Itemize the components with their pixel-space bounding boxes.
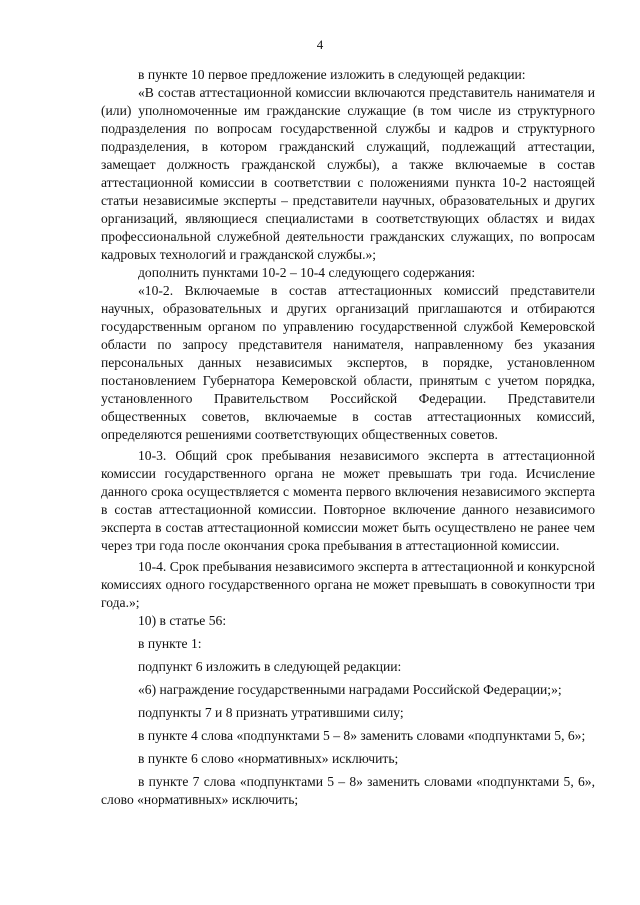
page-number: 4: [316, 37, 324, 52]
paragraph-8: в пункте 1:: [138, 636, 202, 651]
paragraph-6: 10-4. Срок пребывания независимого эксперта в аттестационной и конкурсной комиссиях одного государственного органа не может превышать в совокупности три года.»;: [101, 559, 595, 610]
paragraph-7: 10) в статье 56:: [138, 613, 227, 628]
paragraph-12: в пункте 4 слова «подпунктами 5 – 8» заменить словами «подпунктами 5, 6»;: [138, 728, 586, 743]
paragraph-5: 10-3. Общий срок пребывания независимого эксперта в аттестационной комиссии государственного органа не может превышать три года. Исчисление данного срока осуществляется с момента первого включения независимого эксперта в состав аттестационной комиссии. Повторное включение данного независимого эксперта в состав аттестационной комиссии может быть осуществлено не ранее чем через три года после окончания срока пребывания в аттестационной комиссии.: [101, 448, 595, 553]
paragraph-3: дополнить пунктами 10-2 – 10-4 следующего содержания:: [138, 265, 476, 280]
document-body: [101, 66, 595, 809]
paragraph-11: подпункты 7 и 8 признать утратившими силу;: [138, 705, 404, 720]
paragraph-13: в пункте 6 слово «нормативных» исключить;: [138, 751, 399, 766]
paragraph-9: подпункт 6 изложить в следующей редакции:: [138, 659, 402, 674]
paragraph-14: в пункте 7 слова «подпунктами 5 – 8» заменить словами «подпунктами 5, 6», слово «нормативных» исключить;: [101, 774, 595, 807]
paragraph-10: «6) награждение государственными наградами Российской Федерации;»;: [138, 682, 562, 697]
paragraph-2: «В состав аттестационной комиссии включаются представитель нанимателя и (или) уполномоченные им гражданские служащие (в том числе из структурного подразделения по вопросам государственной службы и кадров и структурного подразделения, в котором гражданский служащий, подлежащий аттестации, замещает должность гражданской службы), а также включаемые в состав аттестационной комиссии в соответствии с положениями пункта 10-2 настоящей статьи независимые эксперты – представители научных, образовательных и других организаций, являющиеся специалистами в соответствующих областях и видах профессиональной служебной деятельности гражданских служащих, по вопросам кадровых технологий и гражданской службы.»;: [101, 85, 595, 262]
paragraph-1: в пункте 10 первое предложение изложить в следующей редакции:: [138, 67, 526, 82]
paragraph-4: «10-2. Включаемые в состав аттестационных комиссий представители научных, образовательных и других организаций приглашаются и отбираются государственным органом по управлению государственной службой Кемеровской области по запросу представителя нанимателя, направленному без указания персональных данных независимых экспертов, в порядке, установленном постановлением Губернатора Кемеровской области, принятым с учетом порядка, установленного Правительством Российской Федерации. Представители общественных советов, включаемые в состав аттестационных комиссий, определяются решениями соответствующих общественных советов.: [101, 283, 595, 442]
